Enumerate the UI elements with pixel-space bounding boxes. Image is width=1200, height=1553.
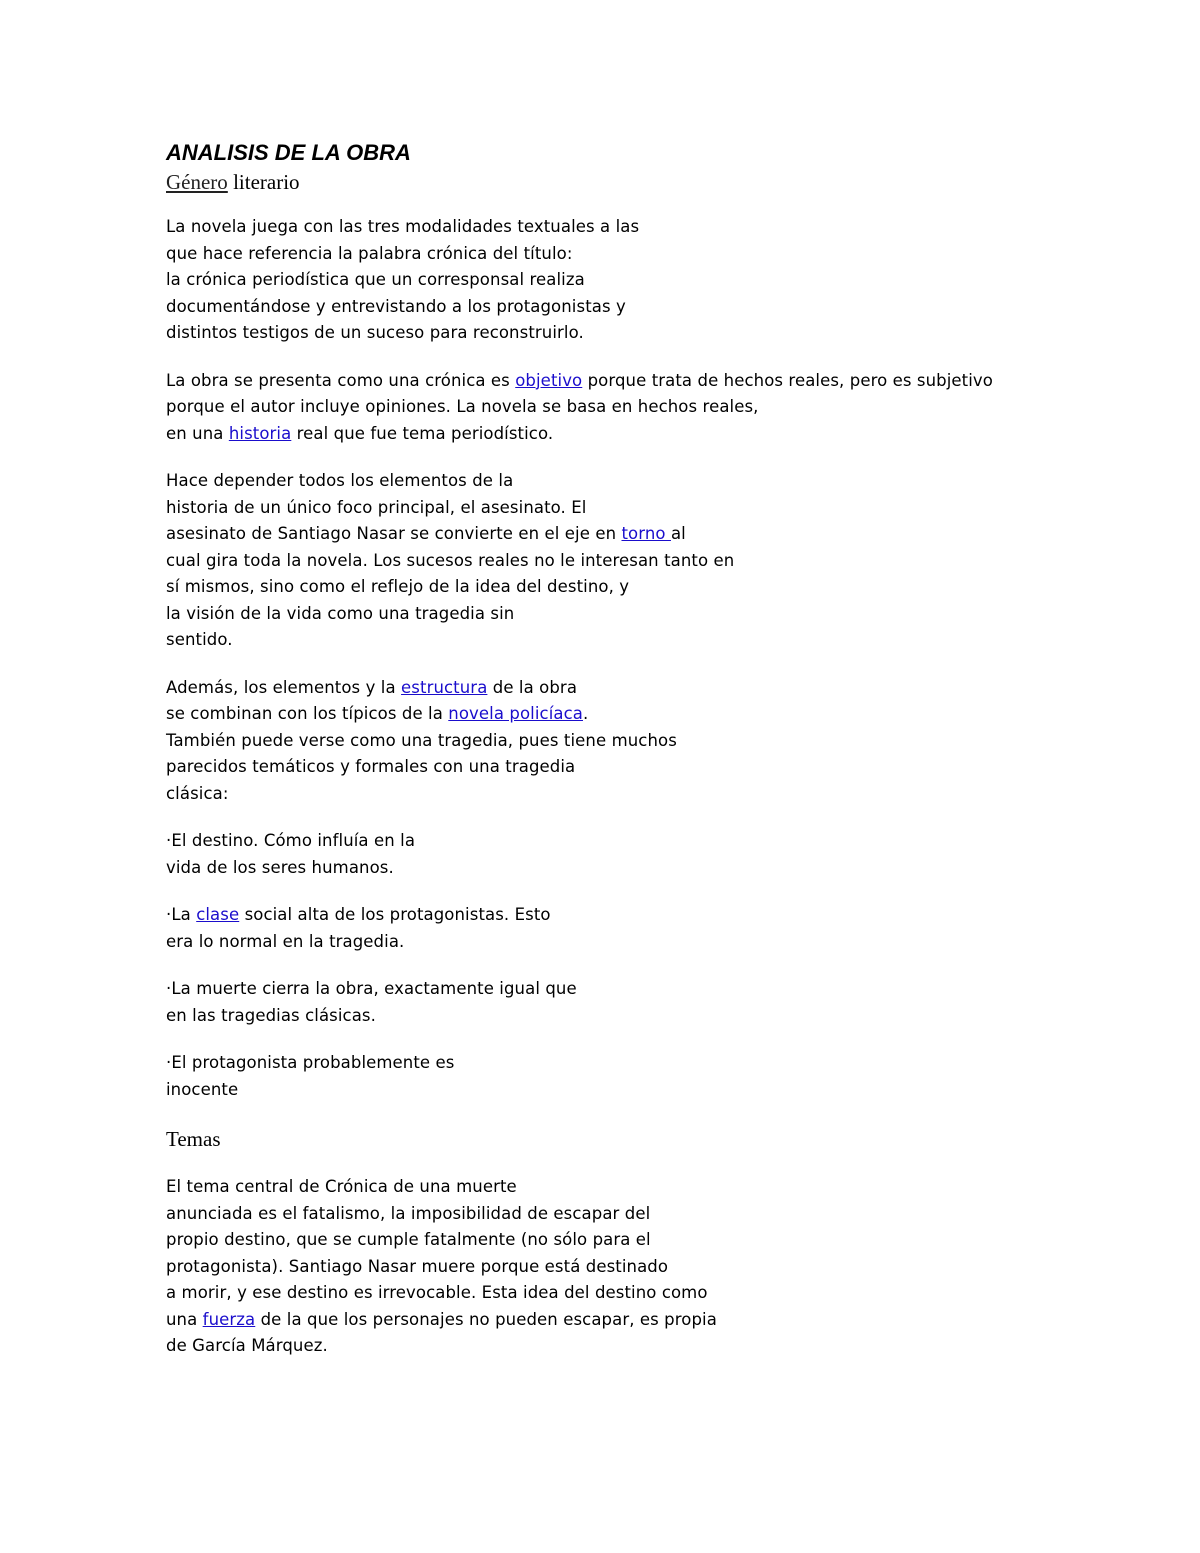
text-segment: de la obra (487, 677, 578, 697)
text-segment: porque trata de hechos reales, pero es subjetivo (582, 370, 993, 390)
text-line: sentido. (166, 630, 233, 649)
document-page (166, 138, 1066, 1381)
text-line: El tema central de Crónica de una muerte (166, 1177, 517, 1196)
text-line: distintos testigos de un suceso para reconstruirlo. (166, 323, 584, 342)
text-segment: una (166, 1309, 203, 1329)
link-novela-policiaca[interactable]: novela policíaca (448, 704, 583, 723)
text-line: que hace referencia la palabra crónica del título: (166, 243, 573, 263)
paragraph-modalidades (166, 214, 1066, 347)
text-line (166, 521, 1066, 548)
text-line: de García Márquez. (166, 1336, 328, 1355)
text-line (166, 902, 1066, 929)
text-line: propio destino, que se cumple fatalmente (no sólo para el (166, 1230, 651, 1249)
text-line (166, 1307, 1066, 1334)
text-segment: Además, los elementos y la (166, 677, 402, 697)
text-line (166, 368, 1066, 395)
text-segment: ·La (166, 905, 197, 924)
text-segment: real que fue tema periodístico. (291, 423, 554, 443)
text-line (166, 701, 1066, 728)
text-line: vida de los seres humanos. (166, 857, 394, 877)
text-line: cual gira toda la novela. Los sucesos reales no le interesan tanto en (166, 550, 735, 570)
text-line: ·El destino. Cómo influía en la (166, 831, 416, 850)
paragraph-muerte (166, 976, 1066, 1029)
text-line: También puede verse como una tragedia, pues tiene muchos (166, 730, 677, 750)
section-subtitle (166, 168, 1066, 196)
text-line (166, 421, 1066, 448)
text-line: inocente (166, 1079, 239, 1099)
text-line: documentándose y entrevistando a los protagonistas y (166, 296, 626, 316)
link-objetivo[interactable]: objetivo (515, 370, 583, 390)
text-segment: social alta de los protagonistas. Esto (239, 905, 551, 924)
text-line: la crónica periodística que un corresponsal realiza (166, 270, 585, 289)
text-segment: La obra se presenta como una crónica es (166, 370, 516, 390)
text-line (166, 675, 1066, 702)
link-fuerza[interactable]: fuerza (202, 1309, 256, 1329)
text-segment: de la que los personajes no pueden escapar, es propia (255, 1309, 717, 1329)
subtitle-genero: Género (166, 170, 228, 194)
text-segment: se combinan con los típicos de la (166, 704, 449, 723)
text-line: la visión de la vida como una tragedia sin (166, 603, 515, 623)
link-torno[interactable]: torno (621, 524, 671, 543)
text-line: porque el autor incluye opiniones. La novela se basa en hechos reales, (166, 397, 759, 416)
heading-temas: Temas (166, 1127, 221, 1151)
text-line: sí mismos, sino como el reflejo de la idea del destino, y (166, 577, 630, 596)
text-line: protagonista). Santiago Nasar muere porque está destinado (166, 1256, 669, 1276)
document-title: ANALISIS DE LA OBRA (166, 140, 411, 165)
text-line: historia de un único foco principal, el asesinato. El (166, 497, 587, 517)
paragraph-clase (166, 902, 1066, 955)
text-line: en las tragedias clásicas. (166, 1005, 376, 1025)
text-line: ·La muerte cierra la obra, exactamente igual que (166, 979, 577, 998)
paragraph-estructura (166, 675, 1066, 808)
paragraph-inocente (166, 1050, 1066, 1103)
paragraph-foco (166, 468, 1066, 654)
text-line: a morir, y ese destino es irrevocable. Esta idea del destino como (166, 1283, 708, 1302)
paragraph-temas (166, 1174, 1066, 1360)
link-historia[interactable]: historia (228, 423, 292, 443)
text-line: ·El protagonista probablemente es (166, 1053, 455, 1072)
link-clase[interactable]: clase (196, 905, 240, 924)
paragraph-destino (166, 828, 1066, 881)
text-segment: . (582, 704, 589, 723)
text-line: era lo normal en la tragedia. (166, 931, 405, 951)
link-estructura[interactable]: estructura (401, 677, 488, 697)
text-line: La novela juega con las tres modalidades textuales a las (166, 217, 640, 236)
paragraph-cronica (166, 368, 1066, 448)
text-line: anunciada es el fatalismo, la imposibilidad de escapar del (166, 1203, 651, 1223)
text-segment: al (670, 524, 686, 543)
text-line: parecidos temáticos y formales con una tragedia (166, 757, 576, 776)
text-segment: asesinato de Santiago Nasar se convierte en el eje en (166, 524, 622, 543)
text-line: Hace depender todos los elementos de la (166, 471, 514, 490)
text-segment: en una (166, 423, 229, 443)
subtitle-literario: literario (227, 170, 300, 194)
text-line: clásica: (166, 783, 229, 803)
